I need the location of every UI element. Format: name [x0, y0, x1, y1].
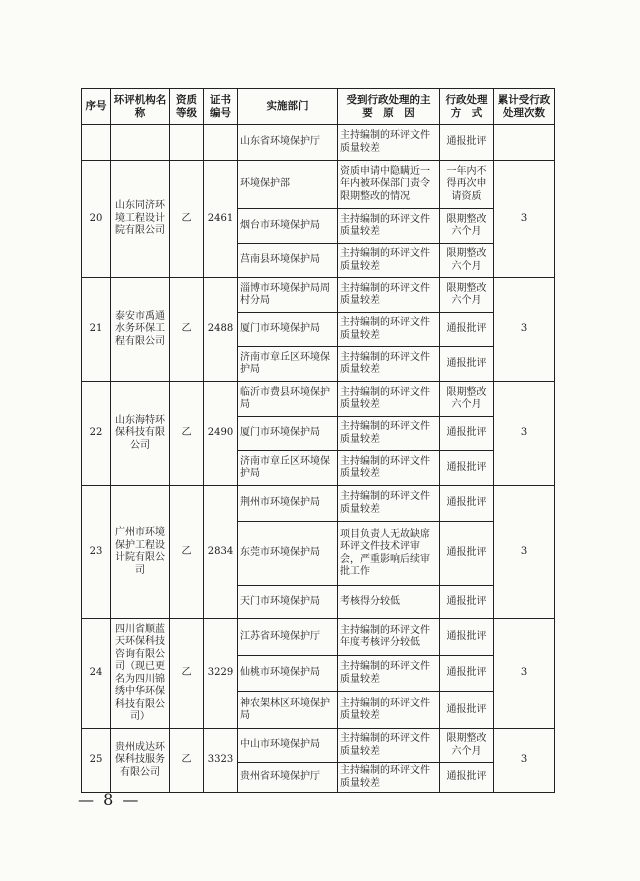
table-body	[82, 125, 555, 793]
penalty-action: 限期整改六个月	[440, 278, 494, 313]
qualification-grade: 乙	[170, 278, 204, 382]
penalty-action: 通报批评	[440, 125, 494, 161]
penalty-action: 通报批评	[440, 486, 494, 522]
certificate-number	[204, 125, 238, 161]
page-number: — 8 —	[78, 790, 141, 809]
row-number: 21	[82, 278, 111, 382]
header-dept: 实施部门	[238, 89, 338, 125]
penalty-action: 限期整改六个月	[440, 729, 494, 763]
implementing-dept: 莒南县环境保护局	[238, 244, 338, 278]
implementing-dept: 荆州市环境保护局	[238, 486, 338, 522]
penalty-action: 通报批评	[440, 417, 494, 451]
penalty-action: 通报批评	[440, 763, 494, 793]
qualification-grade	[170, 125, 204, 161]
penalty-table	[81, 88, 555, 793]
table-row	[82, 619, 555, 656]
org-name	[111, 125, 170, 161]
header-count: 累计受行政处理次数	[494, 89, 555, 125]
certificate-number: 3323	[204, 729, 238, 793]
row-number: 24	[82, 619, 111, 729]
header-org: 环评机构名 称	[111, 89, 170, 125]
table-row	[82, 382, 555, 417]
penalty-action: 通报批评	[440, 347, 494, 382]
penalty-count: 3	[494, 161, 555, 278]
header-action: 行政处理方 式	[440, 89, 494, 125]
penalty-reason: 主持编制的环评文件质量较差	[338, 382, 440, 417]
penalty-reason: 主持编制的环评文件年度考核评分较低	[338, 619, 440, 656]
penalty-action: 限期整改六个月	[440, 382, 494, 417]
penalty-action: 限期整改六个月	[440, 244, 494, 278]
implementing-dept: 江苏省环境保护厅	[238, 619, 338, 656]
penalty-count: 3	[494, 486, 555, 619]
penalty-reason: 资质申请中隐瞒近一年内被环保部门责令限期整改的情况	[338, 161, 440, 209]
org-name: 山东同济环境工程设计院有限公司	[111, 161, 170, 278]
certificate-number: 2490	[204, 382, 238, 486]
certificate-number: 2488	[204, 278, 238, 382]
penalty-action: 通报批评	[440, 692, 494, 729]
penalty-reason: 项目负责人无故缺席环评文件技术评审会，严重影响后续审批工作	[338, 522, 440, 586]
row-number	[82, 125, 111, 161]
penalty-reason: 主持编制的环评文件质量较差	[338, 347, 440, 382]
org-name: 四川省顺蓝天环保科技咨询有限公司（现已更名为四川锦绣中华环保科技有限公司）	[111, 619, 170, 729]
penalty-reason: 主持编制的环评文件质量较差	[338, 656, 440, 692]
qualification-grade: 乙	[170, 161, 204, 278]
qualification-grade: 乙	[170, 382, 204, 486]
implementing-dept: 临沂市费县环境保护局	[238, 382, 338, 417]
implementing-dept: 厦门市环境保护局	[238, 417, 338, 451]
row-number: 25	[82, 729, 111, 793]
qualification-grade: 乙	[170, 619, 204, 729]
implementing-dept: 济南市章丘区环境保护局	[238, 451, 338, 486]
penalty-reason: 主持编制的环评文件质量较差	[338, 451, 440, 486]
penalty-reason: 主持编制的环评文件质量较差	[338, 313, 440, 347]
penalty-count: 3	[494, 619, 555, 729]
implementing-dept: 仙桃市环境保护局	[238, 656, 338, 692]
penalty-reason: 主持编制的环评文件质量较差	[338, 692, 440, 729]
penalty-count: 3	[494, 278, 555, 382]
header-cert: 证书编号	[204, 89, 238, 125]
table-row	[82, 161, 555, 209]
penalty-action: 一年内不得再次申请资质	[440, 161, 494, 209]
header-grade: 资质等级	[170, 89, 204, 125]
org-name: 贵州成达环保科技服务有限公司	[111, 729, 170, 793]
table-row	[82, 486, 555, 522]
implementing-dept: 环境保护部	[238, 161, 338, 209]
row-number: 23	[82, 486, 111, 619]
penalty-count	[494, 125, 555, 161]
penalty-action: 通报批评	[440, 451, 494, 486]
penalty-reason: 主持编制的环评文件质量较差	[338, 125, 440, 161]
implementing-dept: 烟台市环境保护局	[238, 209, 338, 244]
certificate-number: 2461	[204, 161, 238, 278]
penalty-action: 限期整改六个月	[440, 209, 494, 244]
org-name: 广州市环境保护工程设计院有限公司	[111, 486, 170, 619]
penalty-count: 3	[494, 382, 555, 486]
implementing-dept: 贵州省环境保护厅	[238, 763, 338, 793]
org-name: 泰安市禹通水务环保工程有限公司	[111, 278, 170, 382]
penalty-reason: 主持编制的环评文件质量较差	[338, 278, 440, 313]
penalty-action: 通报批评	[440, 586, 494, 619]
penalty-action: 通报批评	[440, 522, 494, 586]
penalty-action: 通报批评	[440, 619, 494, 656]
penalty-reason: 主持编制的环评文件质量较差	[338, 244, 440, 278]
implementing-dept: 天门市环境保护局	[238, 586, 338, 619]
header-reason: 受到行政处理的主 要 原 因	[338, 89, 440, 125]
penalty-action: 通报批评	[440, 313, 494, 347]
qualification-grade: 乙	[170, 486, 204, 619]
penalty-reason: 主持编制的环评文件质量较差	[338, 486, 440, 522]
penalty-action: 通报批评	[440, 656, 494, 692]
certificate-number: 3229	[204, 619, 238, 729]
org-name: 山东海特环保科技有限公司	[111, 382, 170, 486]
implementing-dept: 神农架林区环境保护局	[238, 692, 338, 729]
penalty-reason: 主持编制的环评文件质量较差	[338, 209, 440, 244]
certificate-number: 2834	[204, 486, 238, 619]
penalty-reason: 主持编制的环评文件质量较差	[338, 417, 440, 451]
implementing-dept: 淄博市环境保护局周村分局	[238, 278, 338, 313]
row-number: 20	[82, 161, 111, 278]
table-row	[82, 278, 555, 313]
table-row	[82, 125, 555, 161]
penalty-reason: 考核得分较低	[338, 586, 440, 619]
implementing-dept: 济南市章丘区环境保护局	[238, 347, 338, 382]
table-header-row	[82, 89, 555, 125]
implementing-dept: 山东省环境保护厅	[238, 125, 338, 161]
qualification-grade: 乙	[170, 729, 204, 793]
penalty-reason: 主持编制的环评文件质量较差	[338, 763, 440, 793]
penalty-reason: 主持编制的环评文件质量较差	[338, 729, 440, 763]
header-no: 序号	[82, 89, 111, 125]
table-row	[82, 729, 555, 763]
implementing-dept: 中山市环境保护局	[238, 729, 338, 763]
row-number: 22	[82, 382, 111, 486]
penalty-count: 3	[494, 729, 555, 793]
implementing-dept: 厦门市环境保护局	[238, 313, 338, 347]
implementing-dept: 东莞市环境保护局	[238, 522, 338, 586]
